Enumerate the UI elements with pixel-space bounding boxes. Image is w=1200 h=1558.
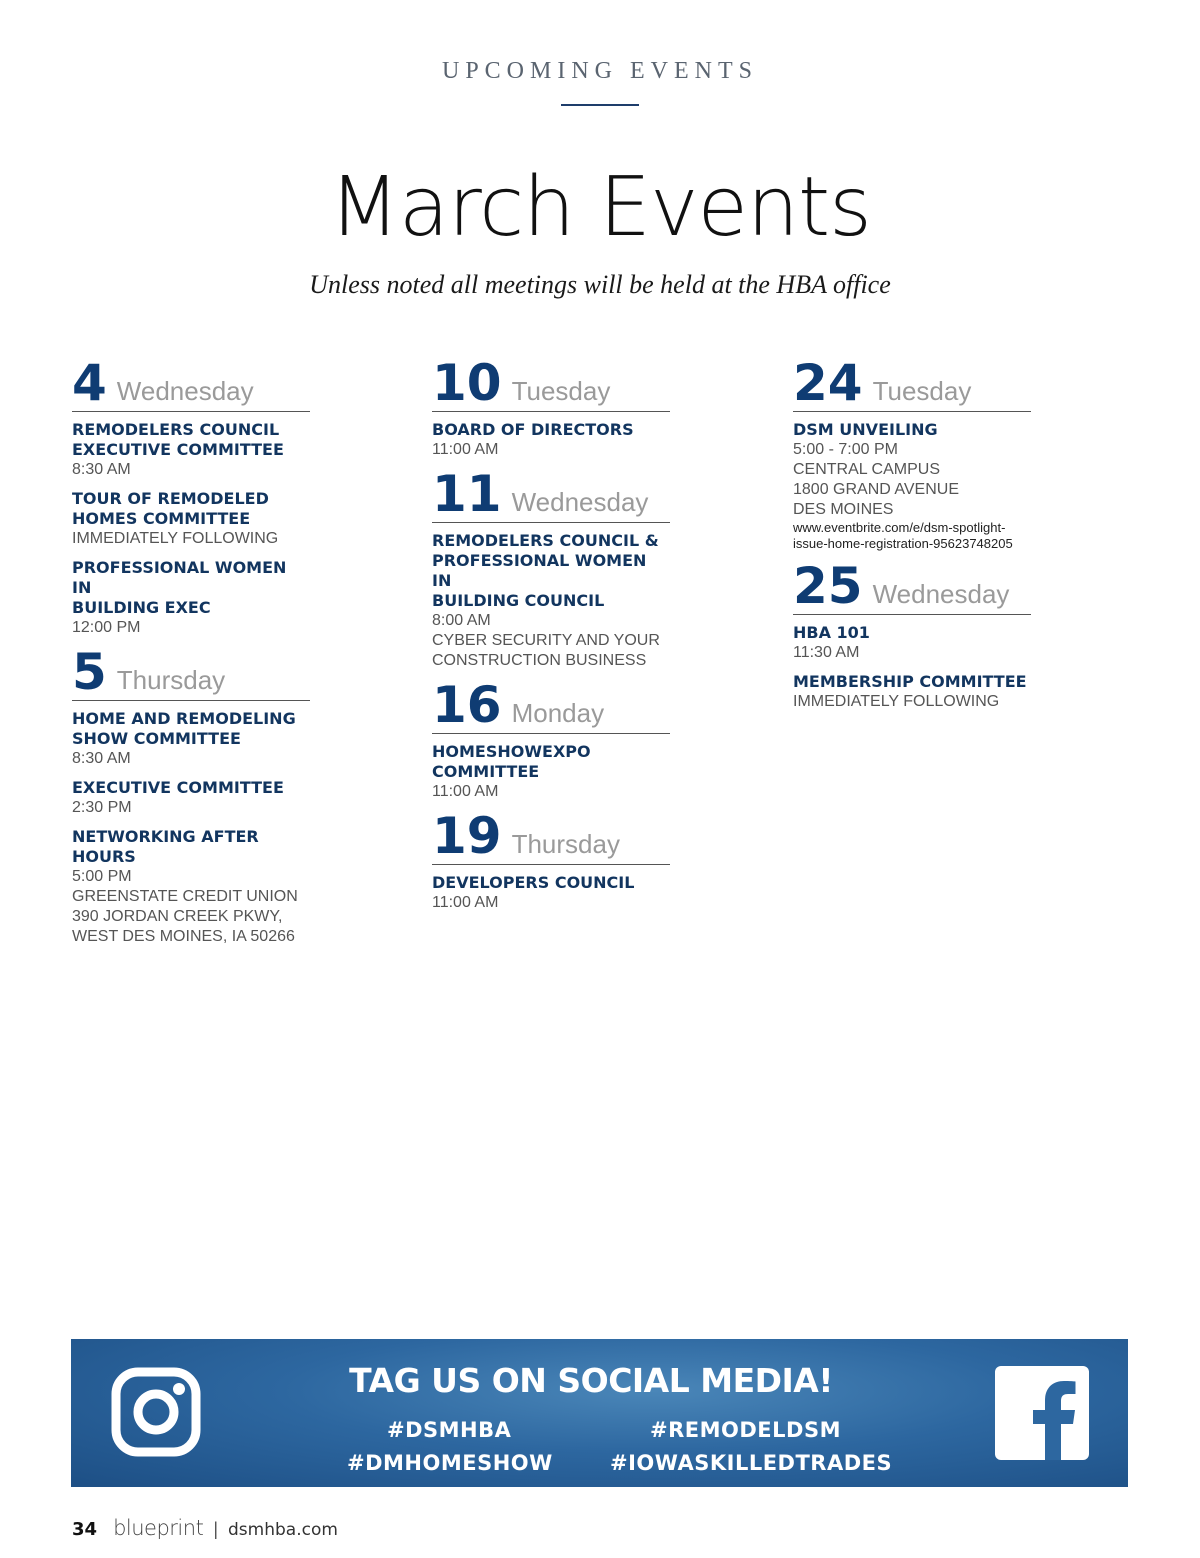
event-title: PROFESSIONAL WOMEN IN (72, 558, 287, 597)
weekday-label: Tuesday (872, 376, 972, 406)
day-block (793, 354, 1031, 552)
page-footer (72, 1516, 338, 1540)
section-kicker: UPCOMING EVENTS (441, 58, 758, 84)
event-detail: 11:30 AM (793, 644, 860, 661)
page-title: March Events (329, 160, 871, 255)
day-header (72, 643, 310, 701)
events-column-2 (432, 354, 670, 922)
day-number: 10 (432, 354, 502, 412)
event-detail: 8:30 AM (72, 461, 131, 478)
events-column-1 (72, 354, 310, 956)
event-title: BOARD OF DIRECTORS (432, 420, 634, 439)
event-detail: CENTRAL CAMPUS (793, 461, 940, 478)
event-title: HOMES COMMITTEE (72, 509, 251, 528)
event-title: HOME AND REMODELING (72, 709, 296, 728)
banner-title: TAG US ON SOCIAL MEDIA! (349, 1361, 833, 1400)
day-block (432, 354, 670, 460)
day-header (432, 807, 670, 865)
weekday-label: Thursday (116, 665, 226, 695)
event-detail: CONSTRUCTION BUSINESS (432, 652, 647, 669)
event-title: COMMITTEE (432, 762, 540, 781)
day-header (72, 354, 310, 412)
event-title: HOURS (72, 847, 136, 866)
day-number: 11 (432, 465, 502, 523)
day-header (432, 465, 670, 523)
facebook-icon[interactable] (995, 1366, 1089, 1460)
event-title: DEVELOPERS COUNCIL (432, 873, 635, 892)
event-title: EXECUTIVE COMMITTEE (72, 440, 284, 459)
event-item (72, 420, 310, 480)
weekday-label: Wednesday (511, 487, 649, 517)
day-header (793, 354, 1031, 412)
event-registration-link[interactable]: issue-home-registration-95623748205 (793, 536, 1013, 551)
day-number: 5 (72, 643, 107, 701)
page-subtitle: Unless noted all meetings will be held at the HBA office (309, 270, 891, 299)
event-detail: 11:00 AM (432, 441, 499, 458)
brand-logo: blueprint (113, 1516, 204, 1540)
event-detail: 8:00 AM (432, 612, 491, 629)
day-number: 24 (793, 354, 863, 412)
event-item (793, 672, 1031, 712)
weekday-label: Tuesday (511, 376, 611, 406)
day-header (432, 354, 670, 412)
event-detail: IMMEDIATELY FOLLOWING (793, 693, 1000, 710)
event-detail: 11:00 AM (432, 894, 499, 911)
event-detail: GREENSTATE CREDIT UNION (72, 888, 298, 905)
event-detail: IMMEDIATELY FOLLOWING (72, 530, 279, 547)
event-item (432, 873, 670, 913)
event-item (72, 778, 310, 818)
event-item (793, 623, 1031, 663)
event-detail: 390 JORDAN CREEK PKWY, (72, 908, 283, 925)
event-title: BUILDING COUNCIL (432, 591, 605, 610)
day-block (432, 465, 670, 671)
day-number: 4 (72, 354, 107, 412)
event-title: BUILDING EXEC (72, 598, 211, 617)
social-media-banner (71, 1339, 1128, 1487)
event-item (793, 420, 1031, 552)
event-item (72, 827, 310, 947)
event-title: SHOW COMMITTEE (72, 729, 241, 748)
event-title: REMODELERS COUNCIL & (432, 531, 659, 550)
event-detail: DES MOINES (793, 501, 894, 518)
event-title: EXECUTIVE COMMITTEE (72, 778, 284, 797)
event-detail: 5:00 - 7:00 PM (793, 441, 898, 458)
event-detail: WEST DES MOINES, IA 50266 (72, 928, 295, 945)
event-title: REMODELERS COUNCIL (72, 420, 280, 439)
events-column-3 (793, 354, 1031, 721)
event-title: HOMESHOWEXPO (432, 742, 591, 761)
event-detail: 2:30 PM (72, 799, 132, 816)
event-title: PROFESSIONAL WOMEN IN (432, 551, 647, 590)
day-number: 16 (432, 676, 502, 734)
weekday-label: Wednesday (116, 376, 254, 406)
event-title: DSM UNVEILING (793, 420, 938, 439)
day-block (432, 676, 670, 802)
event-item (432, 531, 670, 671)
hashtag-iowaskilledtrades: #IOWASKILLEDTRADES (610, 1451, 893, 1475)
day-block (72, 354, 310, 638)
day-block (72, 643, 310, 947)
day-header (793, 557, 1031, 615)
event-registration-link[interactable]: www.eventbrite.com/e/dsm-spotlight- (793, 520, 1006, 535)
event-item (72, 709, 310, 769)
page-number: 34 (72, 1519, 98, 1540)
hashtag-dsmhba: #DSMHBA (387, 1418, 512, 1442)
event-item (432, 742, 670, 802)
day-number: 19 (432, 807, 502, 865)
event-title: TOUR OF REMODELED (72, 489, 269, 508)
hashtag-remodeldsm: #REMODELDSM (650, 1418, 841, 1442)
event-item (72, 558, 310, 638)
event-item (432, 420, 670, 460)
day-block (432, 807, 670, 913)
day-number: 25 (793, 557, 863, 615)
day-header (432, 676, 670, 734)
event-title: HBA 101 (793, 623, 870, 642)
weekday-label: Monday (511, 698, 605, 728)
event-item (72, 489, 310, 549)
event-detail: 1800 GRAND AVENUE (793, 481, 959, 498)
event-title: NETWORKING AFTER (72, 827, 259, 846)
weekday-label: Wednesday (872, 579, 1010, 609)
weekday-label: Thursday (511, 829, 620, 859)
event-detail: 12:00 PM (72, 619, 141, 636)
event-detail: 8:30 AM (72, 750, 131, 767)
day-block (793, 557, 1031, 712)
event-title: MEMBERSHIP COMMITTEE (793, 672, 1027, 691)
event-detail: 5:00 PM (72, 868, 132, 885)
footer-separator: | (213, 1519, 218, 1539)
kicker-divider (561, 104, 639, 106)
site-link[interactable]: dsmhba.com (228, 1520, 338, 1540)
event-detail: CYBER SECURITY AND YOUR (432, 632, 660, 649)
event-detail: 11:00 AM (432, 783, 499, 800)
hashtag-dmhomeshow: #DMHOMESHOW (347, 1451, 553, 1475)
